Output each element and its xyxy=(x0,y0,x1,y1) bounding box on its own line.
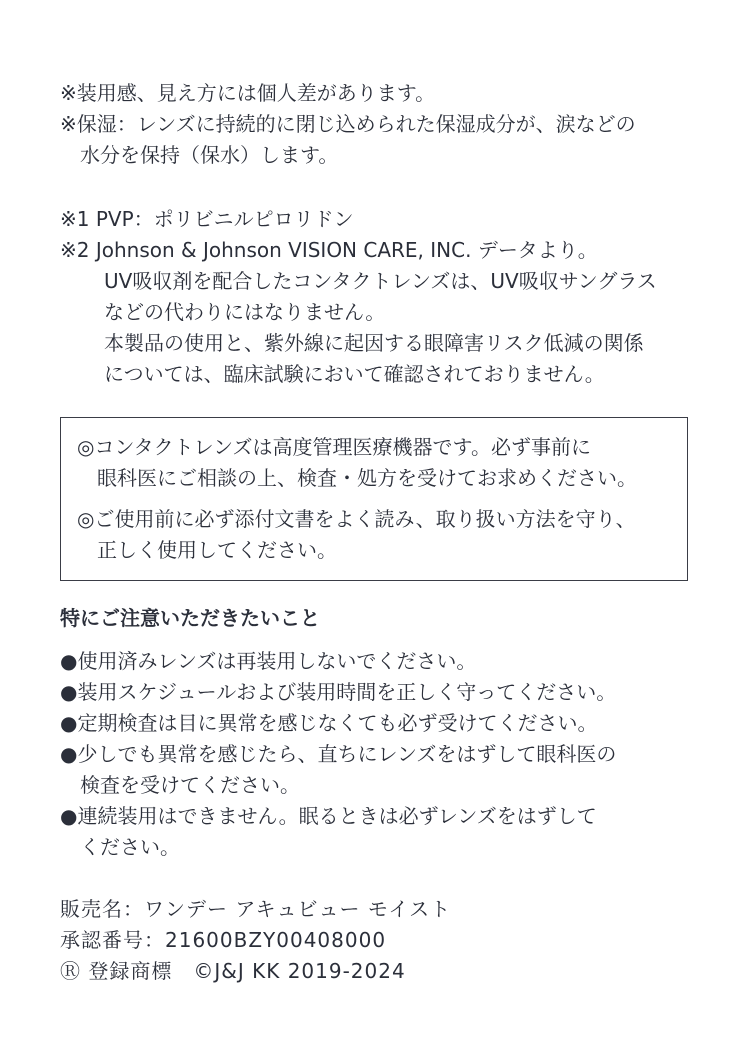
notice-box xyxy=(60,417,688,581)
note-moisture-cont: 水分を保持（保水）します。 xyxy=(80,143,339,167)
caution-item-1: ●使用済みレンズは再装用しないでください。 xyxy=(60,649,477,673)
footnote-2-line4: 本製品の使用と、紫外線に起因する眼障害リスク低減の関係 xyxy=(104,331,644,355)
notice-item-1: ◎コンタクトレンズは高度管理医療機器です。必ず事前に xyxy=(77,435,591,459)
footer-section xyxy=(60,894,700,987)
caution-item-3: ●定期検査は目に異常を感じなくても必ず受けてください。 xyxy=(60,711,598,735)
footnote-2: ※2 Johnson & Johnson VISION CARE, INC. データより。 xyxy=(60,238,598,262)
footnotes-section xyxy=(60,204,700,390)
cautions-heading: 特にご注意いただきたいこと xyxy=(60,606,320,630)
note-moisture: ※保湿：レンズに持続的に閉じ込められた保湿成分が、涙などの xyxy=(60,112,636,136)
approval-number: 承認番号：21600BZY00408000 xyxy=(60,928,387,952)
trademark-copyright: Ⓡ 登録商標 ©J&J KK 2019-2024 xyxy=(60,959,406,983)
caution-item-5: ●連続装用はできません。眠るときは必ずレンズをはずして xyxy=(60,804,597,828)
notes-section xyxy=(60,78,700,171)
footnote-2-line2: UV吸収剤を配合したコンタクトレンズは、UV吸収サングラス xyxy=(104,269,657,293)
footnote-2-line3: などの代わりにはなりません。 xyxy=(104,300,386,324)
product-name: 販売名：ワンデー アキュビュー モイスト xyxy=(60,897,452,921)
notice-item-2: ◎ご使用前に必ず添付文書をよく読み、取り扱い方法を守り、 xyxy=(77,507,636,531)
caution-item-4: ●少しでも異常を感じたら、直ちにレンズをはずして眼科医の xyxy=(60,742,617,766)
note-individual-difference: ※装用感、見え方には個人差があります。 xyxy=(60,81,436,105)
cautions-section xyxy=(60,603,700,863)
caution-item-4-cont: 検査を受けてください。 xyxy=(80,773,300,797)
caution-item-5-cont: ください。 xyxy=(80,835,180,859)
footnote-2-line5: については、臨床試験において確認されておりません。 xyxy=(104,362,605,386)
footnote-1: ※1 PVP：ポリビニルピロリドン xyxy=(60,207,354,231)
caution-item-2: ●装用スケジュールおよび装用時間を正しく守ってください。 xyxy=(60,680,617,704)
notice-item-2-cont: 正しく使用してください。 xyxy=(97,538,337,562)
notice-item-1-cont: 眼科医にご相談の上、検査・処方を受けてお求めください。 xyxy=(97,466,637,490)
